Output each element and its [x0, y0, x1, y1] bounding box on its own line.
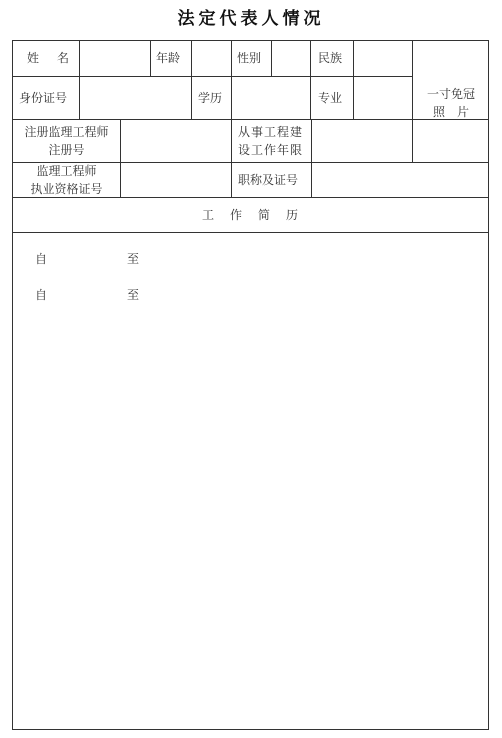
resume-header: 工 作 简 历 — [201, 208, 300, 222]
resume-to-label: 至 — [127, 288, 140, 302]
photo-label[interactable] — [413, 85, 489, 121]
ethnicity-label: 民族 — [318, 51, 343, 65]
page-title: 法定代表人情况 — [177, 9, 325, 29]
major-label: 专业 — [318, 91, 343, 105]
name-label: 姓 名 — [27, 51, 73, 65]
col-divider — [310, 76, 311, 119]
ethnicity-input[interactable] — [354, 42, 411, 75]
years-label-line2: 设工作年限 — [238, 143, 304, 157]
col-divider — [310, 41, 311, 76]
years-label-line1: 从事工程建 — [238, 125, 304, 139]
name-input[interactable] — [80, 42, 149, 75]
reg-engineer-label-line2: 注册号 — [48, 143, 85, 157]
reg-number-input[interactable] — [121, 120, 230, 161]
col-divider — [231, 119, 232, 197]
col-divider — [150, 41, 151, 76]
years-input[interactable] — [312, 120, 411, 161]
col-divider — [231, 41, 232, 76]
resume-to-label: 至 — [127, 252, 140, 266]
col-divider — [191, 76, 192, 119]
reg-engineer-label-line1: 注册监理工程师 — [24, 125, 109, 139]
resume-area[interactable] — [13, 233, 489, 729]
qual-number-input[interactable] — [121, 163, 230, 196]
qual-label — [13, 162, 120, 198]
gender-input[interactable] — [272, 42, 309, 75]
gender-label: 性别 — [237, 51, 262, 65]
age-input[interactable] — [192, 42, 230, 75]
title-cert-label: 职称及证号 — [238, 173, 299, 187]
id-input[interactable] — [80, 77, 190, 118]
photo-label-line2: 照 片 — [432, 105, 469, 119]
major-input[interactable] — [354, 77, 411, 118]
resume-from-label: 自 — [35, 288, 48, 302]
representative-info-form — [12, 40, 489, 730]
qual-label-line2: 执业资格证号 — [30, 182, 103, 196]
resume-from-label: 自 — [35, 252, 48, 266]
age-label: 年龄 — [156, 51, 181, 65]
qual-label-line1: 监理工程师 — [36, 164, 97, 178]
photo-label-line1: 一寸免冠 — [426, 87, 475, 101]
education-input[interactable] — [232, 77, 309, 118]
reg-engineer-label — [13, 123, 120, 159]
education-label: 学历 — [198, 91, 223, 105]
title-cert-input[interactable] — [312, 163, 488, 196]
years-label — [238, 123, 303, 159]
id-label: 身份证号 — [19, 91, 68, 105]
